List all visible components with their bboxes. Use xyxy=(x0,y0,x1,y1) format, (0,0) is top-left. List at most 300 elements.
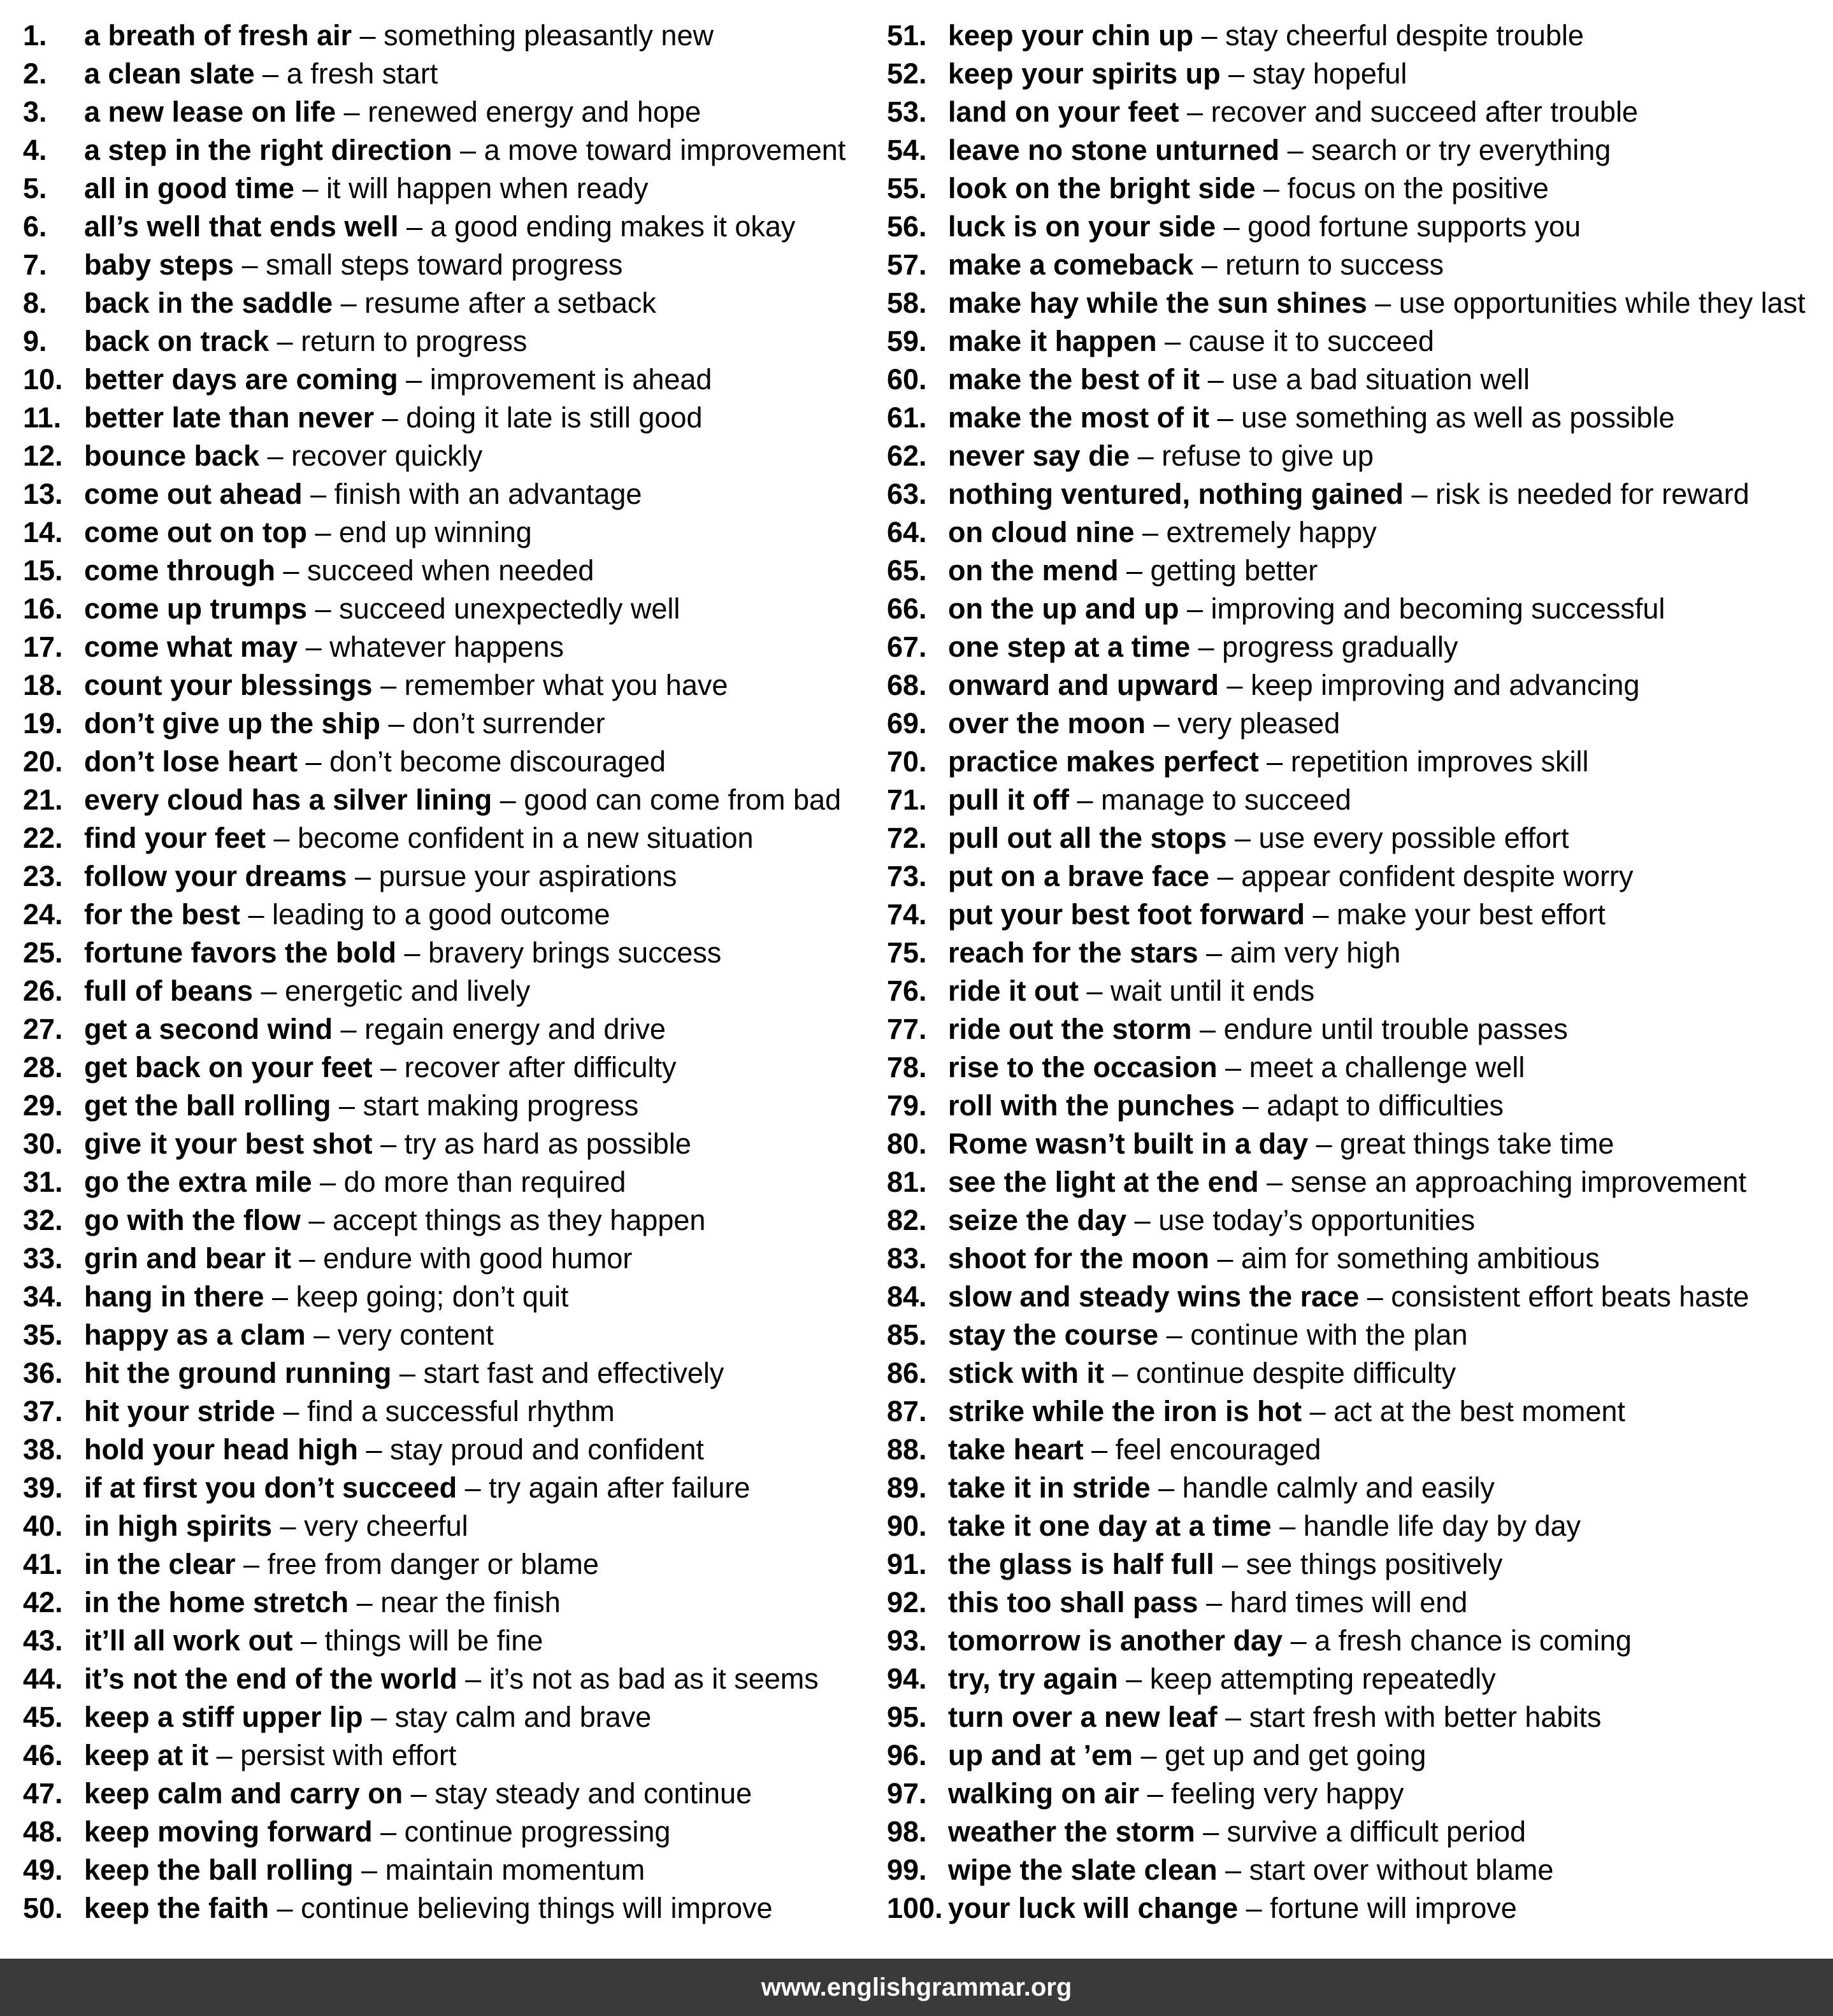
list-item xyxy=(23,322,870,361)
item-number: 39. xyxy=(23,1471,63,1504)
left-column xyxy=(23,17,870,1927)
dash-separator: – xyxy=(1156,325,1189,357)
dash-separator: – xyxy=(269,325,301,357)
dash-separator: – xyxy=(1179,96,1211,128)
idiom-phrase: make a comeback xyxy=(948,248,1194,281)
item-number: 8. xyxy=(23,287,47,319)
idiom-phrase: strike while the iron is hot xyxy=(948,1395,1302,1427)
dash-separator: – xyxy=(396,936,429,969)
item-number: 10. xyxy=(23,363,63,396)
idiom-meaning: doing it late is still good xyxy=(406,401,703,434)
idiom-phrase: come up trumps xyxy=(84,592,308,625)
item-number: 18. xyxy=(23,669,63,701)
list-item xyxy=(887,361,1817,399)
list-item xyxy=(23,934,870,972)
idiom-meaning: finish with an advantage xyxy=(334,478,642,510)
idiom-meaning: very cheerful xyxy=(304,1510,468,1542)
list-item xyxy=(23,743,870,781)
list-item xyxy=(23,590,870,628)
dash-separator: – xyxy=(253,975,285,1007)
idiom-phrase: don’t give up the ship xyxy=(84,707,380,740)
dash-separator: – xyxy=(291,1242,324,1275)
idiom-phrase: a step in the right direction xyxy=(84,134,452,166)
idiom-phrase: bounce back xyxy=(84,440,260,472)
item-number: 14. xyxy=(23,516,63,548)
item-number: 63. xyxy=(887,478,927,510)
dash-separator: – xyxy=(1133,1739,1165,1771)
item-number: 1. xyxy=(23,19,47,52)
dash-separator: – xyxy=(372,1815,405,1848)
item-number: 51. xyxy=(887,19,927,52)
idiom-meaning: survive a difficult period xyxy=(1226,1815,1527,1848)
idiom-meaning: fortune will improve xyxy=(1270,1892,1517,1924)
list-item xyxy=(23,1660,870,1698)
idiom-phrase: up and at ’em xyxy=(948,1739,1133,1771)
dash-separator: – xyxy=(492,783,524,816)
list-item xyxy=(887,399,1817,437)
idiom-phrase: shoot for the moon xyxy=(948,1242,1209,1275)
idiom-meaning: find a successful rhythm xyxy=(307,1395,615,1427)
idiom-meaning: stay calm and brave xyxy=(394,1701,652,1733)
idiom-phrase: keep at it xyxy=(84,1739,209,1771)
idiom-phrase: in the clear xyxy=(84,1548,236,1580)
idiom-phrase: stick with it xyxy=(948,1357,1105,1389)
dash-separator: – xyxy=(1308,1127,1341,1160)
item-number: 74. xyxy=(887,898,927,931)
dash-separator: – xyxy=(298,745,330,778)
item-number: 9. xyxy=(23,325,47,357)
idiom-meaning: small steps toward progress xyxy=(266,248,623,281)
idiom-phrase: walking on air xyxy=(948,1777,1140,1810)
list-item xyxy=(23,208,870,246)
idiom-phrase: put your best foot forward xyxy=(948,898,1305,931)
item-number: 54. xyxy=(887,134,927,166)
list-item xyxy=(887,1163,1817,1201)
idiom-meaning: repetition improves skill xyxy=(1290,745,1589,778)
item-number: 77. xyxy=(887,1013,927,1045)
idiom-meaning: keep attempting repeatedly xyxy=(1149,1662,1496,1695)
dash-separator: – xyxy=(235,1548,268,1580)
list-item xyxy=(23,169,870,208)
idiom-meaning: refuse to give up xyxy=(1161,440,1374,472)
dash-separator: – xyxy=(336,96,368,128)
idiom-meaning: aim very high xyxy=(1230,936,1401,969)
item-number: 38. xyxy=(23,1433,63,1466)
dash-separator: – xyxy=(300,1204,333,1236)
idiom-meaning: return to success xyxy=(1225,248,1444,281)
list-item xyxy=(887,552,1817,590)
idiom-meaning: persist with effort xyxy=(240,1739,457,1771)
idiom-phrase: back on track xyxy=(84,325,270,357)
list-item xyxy=(23,475,870,513)
item-number: 61. xyxy=(887,401,927,434)
item-number: 4. xyxy=(23,134,47,166)
dash-separator: – xyxy=(391,1357,424,1389)
list-item xyxy=(23,1813,870,1851)
idiom-phrase: get the ball rolling xyxy=(84,1089,331,1122)
idiom-meaning: sense an approaching improvement xyxy=(1290,1166,1747,1198)
idiom-meaning: stay proud and confident xyxy=(390,1433,704,1466)
idiom-meaning: maintain momentum xyxy=(385,1854,645,1886)
idiom-meaning: make your best effort xyxy=(1337,898,1606,931)
dash-separator: – xyxy=(1104,1357,1137,1389)
dash-separator: – xyxy=(1150,1471,1182,1504)
list-item xyxy=(23,896,870,934)
dash-separator: – xyxy=(1258,1166,1291,1198)
list-item xyxy=(23,1278,870,1316)
dash-separator: – xyxy=(298,631,330,663)
idiom-phrase: come through xyxy=(84,554,275,587)
dash-separator: – xyxy=(240,898,273,931)
idiom-phrase: luck is on your side xyxy=(948,210,1216,243)
idiom-phrase: take it in stride xyxy=(948,1471,1151,1504)
website-url: www.englishgrammar.org xyxy=(761,1973,1072,2001)
item-number: 49. xyxy=(23,1854,63,1886)
item-number: 33. xyxy=(23,1242,63,1275)
list-item xyxy=(23,704,870,743)
list-item xyxy=(23,1392,870,1431)
idiom-phrase: hold your head high xyxy=(84,1433,358,1466)
idiom-meaning: good fortune supports you xyxy=(1247,210,1581,243)
idiom-meaning: hard times will end xyxy=(1230,1586,1468,1619)
dash-separator: – xyxy=(374,401,406,434)
item-number: 81. xyxy=(887,1166,927,1198)
list-item xyxy=(23,1545,870,1583)
idiom-phrase: baby steps xyxy=(84,248,234,281)
item-number: 96. xyxy=(887,1739,927,1771)
dash-separator: – xyxy=(1220,57,1253,90)
idiom-phrase: stay the course xyxy=(948,1319,1159,1351)
dash-separator: – xyxy=(1279,134,1312,166)
item-number: 94. xyxy=(887,1662,927,1695)
idiom-phrase: over the moon xyxy=(948,707,1146,740)
list-item xyxy=(887,896,1817,934)
item-number: 19. xyxy=(23,707,63,740)
list-item xyxy=(887,437,1817,475)
dash-separator: – xyxy=(457,1471,489,1504)
list-item xyxy=(23,1851,870,1889)
idiom-meaning: handle calmly and easily xyxy=(1182,1471,1495,1504)
idiom-meaning: feel encouraged xyxy=(1115,1433,1321,1466)
item-number: 13. xyxy=(23,478,63,510)
idiom-phrase: keep the ball rolling xyxy=(84,1854,354,1886)
dash-separator: – xyxy=(347,860,379,892)
list-item xyxy=(23,513,870,552)
idiom-meaning: getting better xyxy=(1150,554,1318,587)
item-number: 3. xyxy=(23,96,47,128)
list-item xyxy=(887,1545,1817,1583)
item-number: 68. xyxy=(887,669,927,701)
idiom-phrase: never say die xyxy=(948,440,1130,472)
dash-separator: – xyxy=(331,1089,363,1122)
idiom-meaning: progress gradually xyxy=(1222,631,1458,663)
dash-separator: – xyxy=(1118,1662,1150,1695)
list-item xyxy=(887,1889,1817,1927)
idiom-phrase: back in the saddle xyxy=(84,287,333,319)
item-number: 89. xyxy=(887,1471,927,1504)
idiom-meaning: start making progress xyxy=(363,1089,639,1122)
idiom-meaning: succeed unexpectedly well xyxy=(339,592,680,625)
idiom-phrase: tomorrow is another day xyxy=(948,1624,1283,1657)
list-item xyxy=(887,1775,1817,1813)
idiom-phrase: get back on your feet xyxy=(84,1051,373,1083)
idiom-meaning: keep going; don’t quit xyxy=(296,1280,569,1313)
list-item xyxy=(887,1354,1817,1392)
list-item xyxy=(887,1087,1817,1125)
idiom-phrase: it’ll all work out xyxy=(84,1624,293,1657)
item-number: 86. xyxy=(887,1357,927,1389)
item-number: 80. xyxy=(887,1127,927,1160)
dash-separator: – xyxy=(1198,936,1230,969)
list-item xyxy=(887,1813,1817,1851)
list-item xyxy=(887,704,1817,743)
footer-bar xyxy=(0,1959,1833,2016)
dash-separator: – xyxy=(1217,1854,1249,1886)
dash-separator: – xyxy=(452,134,484,166)
item-number: 41. xyxy=(23,1548,63,1580)
list-item xyxy=(887,1392,1817,1431)
idiom-phrase: come what may xyxy=(84,631,298,663)
idiom-phrase: don’t lose heart xyxy=(84,745,298,778)
list-item xyxy=(887,93,1817,131)
idiom-phrase: seize the day xyxy=(948,1204,1127,1236)
idiom-meaning: don’t surrender xyxy=(412,707,605,740)
idiom-phrase: keep a stiff upper lip xyxy=(84,1701,363,1733)
item-number: 71. xyxy=(887,783,927,816)
idiom-meaning: start fresh with better habits xyxy=(1249,1701,1602,1733)
list-item xyxy=(23,552,870,590)
idiom-meaning: feeling very happy xyxy=(1171,1777,1404,1810)
dash-separator: – xyxy=(1235,1089,1267,1122)
list-item xyxy=(887,666,1817,704)
dash-separator: – xyxy=(1367,287,1399,319)
dash-separator: – xyxy=(1158,1319,1191,1351)
list-item xyxy=(887,1622,1817,1660)
idiom-meaning: risk is needed for reward xyxy=(1435,478,1750,510)
idiom-phrase: on the up and up xyxy=(948,592,1179,625)
idiom-meaning: whatever happens xyxy=(329,631,564,663)
dash-separator: – xyxy=(306,516,340,548)
dash-separator: – xyxy=(1216,210,1248,243)
item-number: 78. xyxy=(887,1051,927,1083)
list-item xyxy=(23,284,870,322)
dash-separator: – xyxy=(208,1739,241,1771)
idiom-meaning: meet a challenge well xyxy=(1249,1051,1525,1083)
list-item xyxy=(23,1163,870,1201)
idiom-meaning: get up and get going xyxy=(1165,1739,1427,1771)
list-item xyxy=(23,1201,870,1240)
idiom-phrase: hang in there xyxy=(84,1280,264,1313)
idiom-meaning: recover and succeed after trouble xyxy=(1211,96,1638,128)
idiom-phrase: take heart xyxy=(948,1433,1084,1466)
idiom-phrase: in high spirits xyxy=(84,1510,273,1542)
list-item xyxy=(23,781,870,819)
dash-separator: – xyxy=(1191,1013,1224,1045)
idiom-phrase: turn over a new leaf xyxy=(948,1701,1218,1733)
list-item xyxy=(887,1278,1817,1316)
item-number: 91. xyxy=(887,1548,927,1580)
item-number: 88. xyxy=(887,1433,927,1466)
list-item xyxy=(23,1698,870,1736)
item-number: 85. xyxy=(887,1319,927,1351)
list-item xyxy=(23,1048,870,1087)
idiom-meaning: endure until trouble passes xyxy=(1223,1013,1568,1045)
dash-separator: – xyxy=(1198,1586,1230,1619)
dash-separator: – xyxy=(353,1854,385,1886)
idiom-phrase: weather the storm xyxy=(948,1815,1195,1848)
dash-separator: – xyxy=(1195,1815,1227,1848)
dash-separator: – xyxy=(1118,554,1151,587)
idiom-phrase: it’s not the end of the world xyxy=(84,1662,457,1695)
list-item xyxy=(887,972,1817,1010)
dash-separator: – xyxy=(275,554,308,587)
list-item xyxy=(887,17,1817,55)
idiom-phrase: ride it out xyxy=(948,975,1079,1007)
idiom-phrase: go the extra mile xyxy=(84,1166,312,1198)
list-item xyxy=(887,169,1817,208)
dash-separator: – xyxy=(1302,1395,1334,1427)
idiom-list xyxy=(0,17,1833,1927)
dash-separator: – xyxy=(357,1433,391,1466)
item-number: 95. xyxy=(887,1701,927,1733)
idiom-meaning: use today’s opportunities xyxy=(1158,1204,1476,1236)
idiom-phrase: a breath of fresh air xyxy=(84,19,352,52)
item-number: 75. xyxy=(887,936,927,969)
idiom-meaning: stay cheerful despite trouble xyxy=(1225,19,1584,52)
item-number: 42. xyxy=(23,1586,63,1619)
dash-separator: – xyxy=(398,210,431,243)
item-number: 27. xyxy=(23,1013,63,1045)
dash-separator: – xyxy=(403,1777,435,1810)
idiom-meaning: search or try everything xyxy=(1311,134,1611,166)
dash-separator: – xyxy=(1238,1892,1270,1924)
idiom-phrase: a new lease on life xyxy=(84,96,336,128)
dash-separator: – xyxy=(1179,592,1211,625)
idiom-phrase: make the most of it xyxy=(948,401,1210,434)
list-item xyxy=(887,1431,1817,1469)
item-number: 35. xyxy=(23,1319,63,1351)
list-item xyxy=(23,55,870,93)
idiom-phrase: your luck will change xyxy=(948,1892,1239,1924)
idiom-meaning: continue believing things will improve xyxy=(301,1892,773,1924)
item-number: 44. xyxy=(23,1662,63,1695)
dash-separator: – xyxy=(272,1510,305,1542)
item-number: 7. xyxy=(23,248,47,281)
list-item xyxy=(887,1851,1817,1889)
dash-separator: – xyxy=(1190,631,1223,663)
list-item xyxy=(887,1201,1817,1240)
idiom-phrase: find your feet xyxy=(84,822,266,854)
item-number: 97. xyxy=(887,1777,927,1810)
idiom-meaning: bravery brings success xyxy=(428,936,722,969)
list-item xyxy=(23,819,870,857)
list-item xyxy=(23,1316,870,1354)
item-number: 87. xyxy=(887,1395,927,1427)
idiom-phrase: make hay while the sun shines xyxy=(948,287,1367,319)
item-number: 47. xyxy=(23,1777,63,1810)
dash-separator: – xyxy=(372,669,405,701)
idiom-meaning: accept things as they happen xyxy=(333,1204,706,1236)
dash-separator: – xyxy=(1146,707,1178,740)
idiom-meaning: end up winning xyxy=(339,516,532,548)
item-number: 26. xyxy=(23,975,63,1007)
dash-separator: – xyxy=(275,1395,308,1427)
list-item xyxy=(887,1583,1817,1622)
item-number: 15. xyxy=(23,554,63,587)
idiom-phrase: come out on top xyxy=(84,516,307,548)
list-item xyxy=(23,1240,870,1278)
list-item xyxy=(23,1125,870,1163)
list-item xyxy=(887,590,1817,628)
idiom-phrase: keep moving forward xyxy=(84,1815,373,1848)
list-item xyxy=(887,55,1817,93)
list-item xyxy=(887,246,1817,284)
idiom-meaning: act at the best moment xyxy=(1333,1395,1625,1427)
list-item xyxy=(23,437,870,475)
item-number: 43. xyxy=(23,1624,63,1657)
dash-separator: – xyxy=(254,57,287,90)
dash-separator: – xyxy=(1083,1433,1116,1466)
idiom-meaning: a fresh chance is coming xyxy=(1314,1624,1632,1657)
idiom-meaning: appear confident despite worry xyxy=(1241,860,1634,892)
list-item xyxy=(23,1889,870,1927)
item-number: 60. xyxy=(887,363,927,396)
idiom-meaning: become confident in a new situation xyxy=(298,822,754,854)
idiom-phrase: Rome wasn’t built in a day xyxy=(948,1127,1309,1160)
idiom-phrase: make the best of it xyxy=(948,363,1200,396)
item-number: 31. xyxy=(23,1166,63,1198)
idiom-meaning: a move toward improvement xyxy=(484,134,846,166)
idiom-meaning: do more than required xyxy=(343,1166,626,1198)
idiom-meaning: continue with the plan xyxy=(1190,1319,1468,1351)
list-item xyxy=(887,857,1817,896)
idiom-meaning: start fast and effectively xyxy=(423,1357,724,1389)
idiom-phrase: keep calm and carry on xyxy=(84,1777,403,1810)
idiom-phrase: one step at a time xyxy=(948,631,1191,663)
dash-separator: – xyxy=(349,1586,381,1619)
idiom-meaning: use a bad situation well xyxy=(1232,363,1530,396)
idiom-meaning: regain energy and drive xyxy=(364,1013,666,1045)
idiom-phrase: make it happen xyxy=(948,325,1157,357)
idiom-phrase: every cloud has a silver lining xyxy=(84,783,492,816)
list-item xyxy=(887,743,1817,781)
list-item xyxy=(887,1240,1817,1278)
idiom-meaning: endure with good humor xyxy=(323,1242,633,1275)
item-number: 79. xyxy=(887,1089,927,1122)
idiom-phrase: all’s well that ends well xyxy=(84,210,399,243)
idiom-meaning: extremely happy xyxy=(1166,516,1377,548)
idiom-phrase: land on your feet xyxy=(948,96,1179,128)
item-number: 46. xyxy=(23,1739,63,1771)
list-item xyxy=(887,475,1817,513)
dash-separator: – xyxy=(307,592,340,625)
item-number: 69. xyxy=(887,707,927,740)
right-column xyxy=(887,17,1817,1927)
dash-separator: – xyxy=(266,822,298,854)
idiom-phrase: on cloud nine xyxy=(948,516,1135,548)
item-number: 24. xyxy=(23,898,63,931)
idiom-meaning: return to progress xyxy=(301,325,528,357)
idiom-meaning: try as hard as possible xyxy=(404,1127,691,1160)
idiom-phrase: get a second wind xyxy=(84,1013,333,1045)
idiom-meaning: start over without blame xyxy=(1249,1854,1554,1886)
idiom-meaning: adapt to difficulties xyxy=(1267,1089,1504,1122)
idiom-phrase: slow and steady wins the race xyxy=(948,1280,1360,1313)
idiom-phrase: hit the ground running xyxy=(84,1357,392,1389)
idiom-phrase: all in good time xyxy=(84,172,295,204)
idiom-meaning: very content xyxy=(337,1319,494,1351)
idiom-meaning: continue despite difficulty xyxy=(1136,1357,1456,1389)
